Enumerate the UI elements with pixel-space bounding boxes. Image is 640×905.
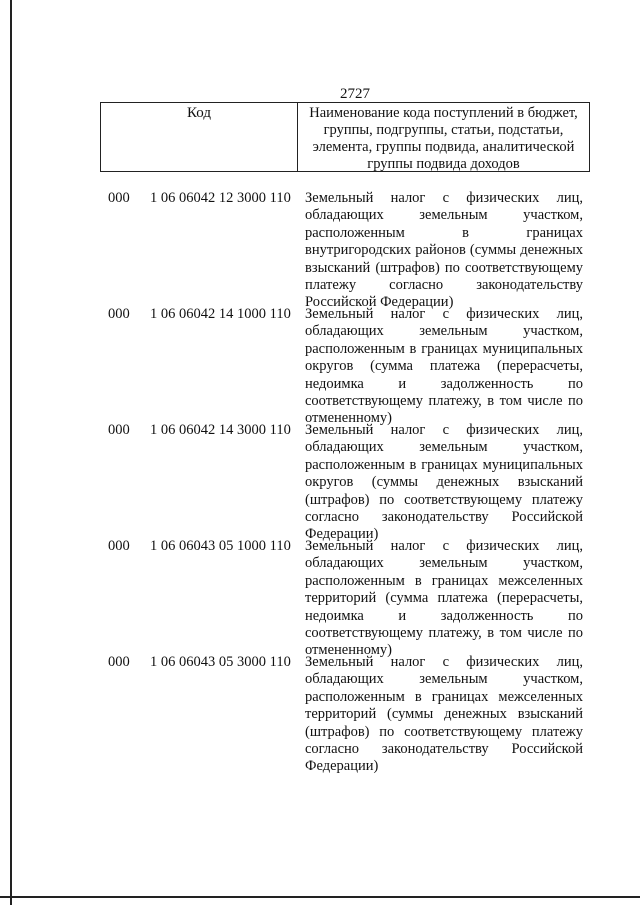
revenue-code: 1 06 06042 14 1000 110 — [150, 306, 291, 322]
admin-code: 000 — [108, 306, 130, 322]
admin-code: 000 — [108, 538, 130, 554]
admin-code: 000 — [108, 422, 130, 438]
column-header-name: Наименование кода поступлений в бюджет, группы, подгруппы, статьи, подстатьи, элемента, группы подвида, аналитической группы подвида доходов — [309, 105, 578, 172]
revenue-description: Земельный налог с физических лиц, обладающих земельным участком, расположенным в границах муниципальных округов (суммы денежных взысканий (штрафов) по соответствующему платежу согласно законодательству Российской Федерации) — [305, 422, 583, 543]
column-header-code: Код — [187, 105, 211, 121]
revenue-code: 1 06 06042 12 3000 110 — [150, 190, 291, 206]
page-number: 2727 — [340, 86, 370, 102]
revenue-description: Земельный налог с физических лиц, обладающих земельным участком, расположенным в границах межселенных территорий (суммы денежных взысканий (штрафов) по соответствующему платежу согласно законодательству Российской Федерации) — [305, 654, 583, 775]
table-header — [100, 102, 590, 172]
revenue-description: Земельный налог с физических лиц, обладающих земельным участком, расположенным в границах внутригородских районов (суммы денежных взысканий (штрафов) по соответствующему платежу согласно законодательству Российской Федерации) — [305, 190, 583, 311]
revenue-description: Земельный налог с физических лиц, обладающих земельным участком, расположенным в границах межселенных территорий (сумма платежа (перерасчеты, недоимка и задолженность по соответствующему платежу, в том числе по отмененному) — [305, 538, 583, 659]
scan-left-border — [10, 0, 12, 905]
revenue-code: 1 06 06042 14 3000 110 — [150, 422, 291, 438]
revenue-code: 1 06 06043 05 1000 110 — [150, 538, 291, 554]
revenue-code: 1 06 06043 05 3000 110 — [150, 654, 291, 670]
admin-code: 000 — [108, 654, 130, 670]
admin-code: 000 — [108, 190, 130, 206]
scan-bottom-border — [0, 896, 640, 898]
revenue-description: Земельный налог с физических лиц, обладающих земельным участком, расположенным в границах муниципальных округов (сумма платежа (перерасчеты, недоимка и задолженность по соответствующему платежу, в том числе по отмененному) — [305, 306, 583, 427]
